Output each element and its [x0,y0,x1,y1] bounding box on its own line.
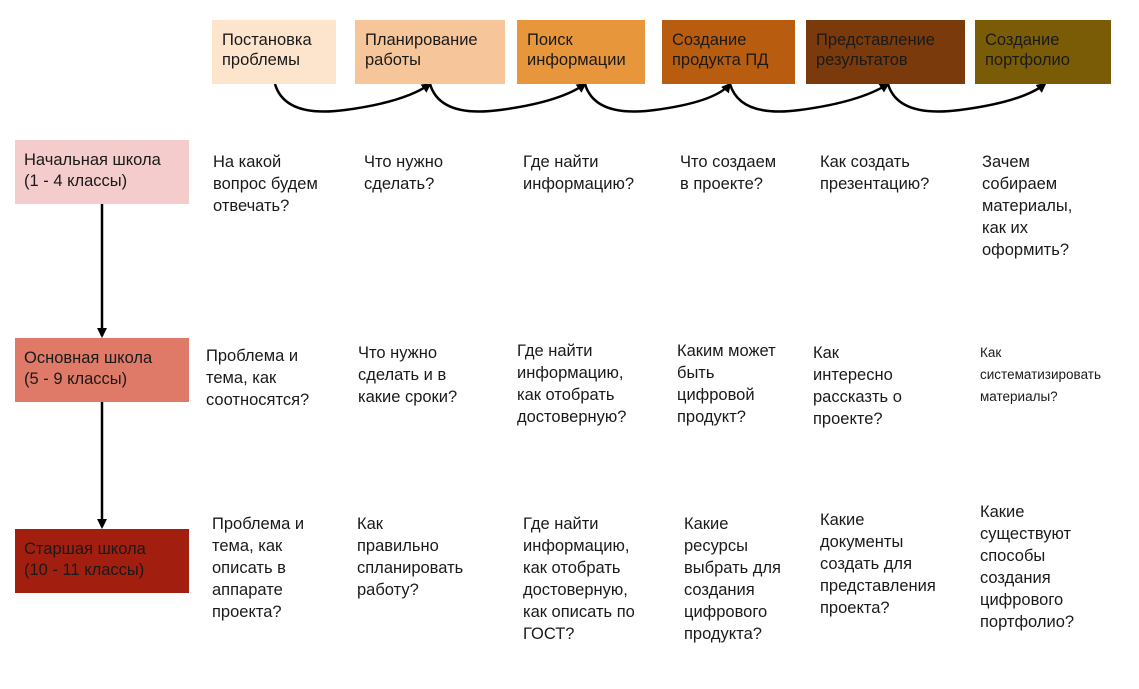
stage-box-product: Создание продукта ПД [662,20,795,84]
stage-box-portfolio: Создание портфолио [975,20,1111,84]
basic-cell-search: Где найти информацию, как отобрать достоверную? [517,342,627,426]
basic-cell-portfolio: Как систематизировать материалы? [980,345,1101,404]
senior-cell-product: Какие ресурсы выбрать для создания цифрового продукта? [684,515,781,643]
basic-cell-product: Каким может быть цифровой продукт? [677,342,776,426]
senior-cell-planning: Как правильно спланировать работу? [357,515,464,599]
senior-cell-search: Где найти информацию, как отобрать достоверную, как описать по ГОСТ? [523,515,635,643]
stage-arrow-5 [888,84,1045,112]
primary-cell-product: Что создаем в проекте? [680,153,777,193]
primary-cell-presentation: Как создать презентацию? [820,153,930,193]
level-box-senior: Старшая школа (10 - 11 классы) [15,529,189,593]
stage-box-presentation: Представление результатов [806,20,965,84]
stage-arrow-2 [430,84,585,112]
basic-cell-presentation: Как интересно рассказть о проекте? [813,344,902,428]
level-box-basic: Основная школа (5 - 9 классы) [15,338,189,402]
basic-cell-planning: Что нужно сделать и в какие сроки? [358,344,458,406]
stage-arrow-3 [585,84,730,112]
primary-cell-portfolio: Зачем собираем материалы, как их оформить? [982,153,1073,259]
senior-cell-presentation: Какие документы создать для представления проекта? [820,511,936,617]
senior-cell-problem: Проблема и тема, как описать в аппарате проекта? [212,515,305,621]
stage-arrow-4 [730,84,888,112]
basic-cell-problem: Проблема и тема, как соотносятся? [206,347,310,409]
stage-arrow-1 [275,84,430,112]
senior-cell-portfolio: Какие существуют способы создания цифрового портфолио? [980,503,1075,631]
primary-cell-planning: Что нужно сделать? [364,153,444,193]
level-box-primary: Начальная школа (1 - 4 классы) [15,140,189,204]
stage-box-search: Поиск информации [517,20,645,84]
stage-box-problem: Постановка проблемы [212,20,336,84]
primary-cell-search: Где найти информацию? [523,153,634,193]
stage-box-planning: Планирование работы [355,20,505,84]
primary-cell-problem: На какой вопрос будем отвечать? [213,153,318,215]
